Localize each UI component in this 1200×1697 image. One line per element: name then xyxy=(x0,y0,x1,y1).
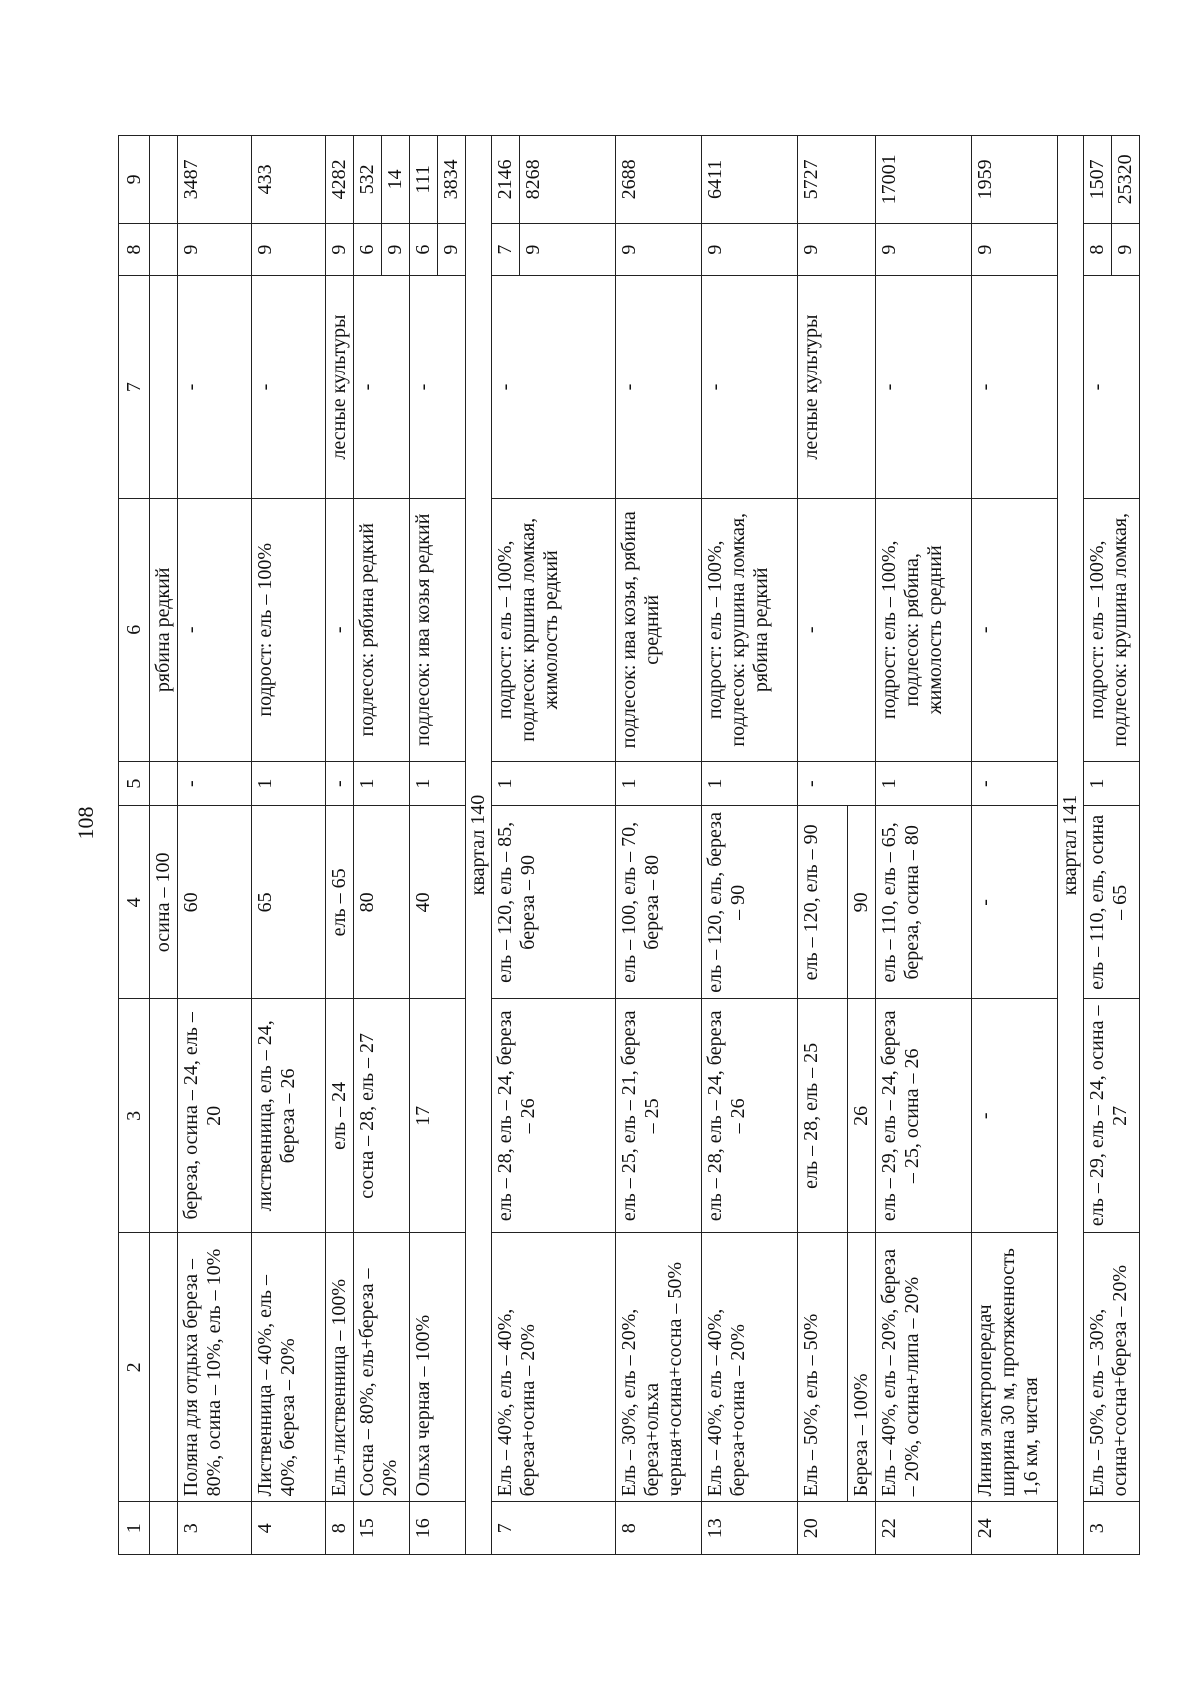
table-cell: ель – 25, ель – 21, береза – 25 xyxy=(616,999,702,1233)
table-cell: - xyxy=(252,276,326,498)
column-header: 8 xyxy=(119,223,150,276)
table-cell: 22 xyxy=(876,1502,972,1555)
table-cell: 9 xyxy=(972,223,1058,276)
table-cell xyxy=(150,1233,178,1502)
table-cell: 1 xyxy=(252,761,326,805)
table-cell: - xyxy=(972,498,1058,761)
table-cell: 3 xyxy=(178,1502,252,1555)
column-header: 4 xyxy=(119,806,150,999)
table-cell: осина – 100 xyxy=(150,806,178,999)
table-cell: 65 xyxy=(252,806,326,999)
column-header: 1 xyxy=(119,1502,150,1555)
table-row xyxy=(972,136,1058,1555)
table-cell: рябина редкий xyxy=(150,498,178,761)
table-cell: 17 xyxy=(410,999,466,1233)
table-cell: 1 xyxy=(492,761,616,805)
table-cell: Ель+лиственница – 100% xyxy=(326,1233,354,1502)
table-cell: ель – 100, ель – 70, береза – 80 xyxy=(616,806,702,999)
table-cell: 3834 xyxy=(438,136,466,224)
table-cell: - xyxy=(354,276,410,498)
table-cell: ель – 28, ель – 24, береза – 26 xyxy=(702,999,798,1233)
table-cell: ель – 120, ель, береза – 90 xyxy=(702,806,798,999)
table-cell: 9 xyxy=(616,223,702,276)
table-cell: 15 xyxy=(354,1502,410,1555)
table-cell: 8 xyxy=(616,1502,702,1555)
header-row xyxy=(119,136,150,1555)
section-title-141: квартал 141 xyxy=(1058,136,1084,1555)
table-cell: ель – 24 xyxy=(326,999,354,1233)
table-cell xyxy=(150,223,178,276)
table-cell: 7 xyxy=(492,1502,616,1555)
table-cell: 8 xyxy=(1084,223,1112,276)
table-cell: 9 xyxy=(702,223,798,276)
table-cell: Ель – 50%, ель – 30%, осина+сосна+береза – 20% xyxy=(1084,1233,1140,1502)
table-cell: ель – 28, ель – 24, береза – 26 xyxy=(492,999,616,1233)
table-cell xyxy=(150,761,178,805)
table-cell: 8 xyxy=(326,1502,354,1555)
table-cell: - xyxy=(616,276,702,498)
table-cell: - xyxy=(410,276,466,498)
table-cell: 1959 xyxy=(972,136,1058,224)
table-cell: 6 xyxy=(410,223,438,276)
table-cell xyxy=(150,276,178,498)
table-cell: Береза – 100% xyxy=(848,1233,876,1502)
table-cell: - xyxy=(798,761,876,805)
table-cell: 4282 xyxy=(326,136,354,224)
table-cell: 1 xyxy=(354,761,410,805)
table-row xyxy=(410,136,438,1555)
column-header: 6 xyxy=(119,498,150,761)
table-cell: - xyxy=(972,761,1058,805)
table-cell: - xyxy=(876,276,972,498)
table-cell: ель – 29, ель – 24, осина – 27 xyxy=(1084,999,1140,1233)
table-cell: ель – 28, ель – 25 xyxy=(798,999,848,1233)
section-title-140: квартал 140 xyxy=(466,136,492,1555)
table-cell: - xyxy=(798,498,876,761)
section-row xyxy=(1058,136,1084,1555)
table-row xyxy=(492,136,520,1555)
table-cell: 17001 xyxy=(876,136,972,224)
table-cell: 40 xyxy=(410,806,466,999)
table-cell: подрост: ель – 100%, подлесок: рябина, жимолость средний xyxy=(876,498,972,761)
table-cell: 7 xyxy=(492,223,520,276)
table-cell: 9 xyxy=(178,223,252,276)
table-cell: Сосна – 80%, ель+береза – 20% xyxy=(354,1233,410,1502)
table-cell: Поляна для отдыха береза – 80%, осина – 10%, ель – 10% xyxy=(178,1233,252,1502)
table-cell: - xyxy=(972,999,1058,1233)
page-number: 108 xyxy=(73,806,98,840)
table-cell: 2146 xyxy=(492,136,520,224)
column-header: 2 xyxy=(119,1233,150,1502)
table-cell: 13 xyxy=(702,1502,798,1555)
table-cell: лесные культуры xyxy=(326,276,354,498)
table-cell: 1 xyxy=(616,761,702,805)
table-cell xyxy=(150,136,178,224)
table-row xyxy=(150,136,178,1555)
table-cell: сосна – 28, ель – 27 xyxy=(354,999,410,1233)
table-cell: ель – 120, ель – 90 xyxy=(798,806,848,999)
table-cell: 9 xyxy=(798,223,876,276)
table-cell: береза, осина – 24, ель – 20 xyxy=(178,999,252,1233)
table-cell: 1507 xyxy=(1084,136,1112,224)
table-row xyxy=(702,136,798,1555)
table-cell: 8268 xyxy=(520,136,616,224)
table-cell: Лиственница – 40%, ель – 40%, береза – 20% xyxy=(252,1233,326,1502)
table-cell: лесные культуры xyxy=(798,276,876,498)
table-cell: - xyxy=(326,761,354,805)
table-cell: 532 xyxy=(354,136,382,224)
table-cell: 60 xyxy=(178,806,252,999)
table-row xyxy=(1084,136,1112,1555)
section-row xyxy=(466,136,492,1555)
table-cell: подрост: ель – 100%, подлесок: кршина ломкая, жимолость редкий xyxy=(492,498,616,761)
table-cell xyxy=(150,999,178,1233)
column-header: 5 xyxy=(119,761,150,805)
table-row xyxy=(252,136,326,1555)
table-cell: ель – 110, ель – 65, береза, осина – 80 xyxy=(876,806,972,999)
table-cell: Ель – 40%, ель – 40%, береза+осина – 20% xyxy=(702,1233,798,1502)
table-row xyxy=(354,136,382,1555)
column-header: 7 xyxy=(119,276,150,498)
table-cell: ель – 110, ель, осина – 65 xyxy=(1084,806,1140,999)
table-cell: - xyxy=(1084,276,1140,498)
table-cell: Линия электропередач ширина 30 м, протяженность 1,6 км, чистая xyxy=(972,1233,1058,1502)
table-cell: лиственница, ель – 24, береза – 26 xyxy=(252,999,326,1233)
table-cell: - xyxy=(972,806,1058,999)
table-cell: - xyxy=(702,276,798,498)
table-cell: 9 xyxy=(438,223,466,276)
table-row xyxy=(876,136,972,1555)
table-cell: 433 xyxy=(252,136,326,224)
table-cell: 6 xyxy=(354,223,382,276)
table-cell: 1 xyxy=(702,761,798,805)
table-cell: 2688 xyxy=(616,136,702,224)
table-row xyxy=(798,136,848,1555)
table-cell: 25320 xyxy=(1112,136,1140,224)
table-row xyxy=(616,136,702,1555)
table-cell: - xyxy=(326,498,354,761)
table-cell: 6411 xyxy=(702,136,798,224)
table-cell: 9 xyxy=(520,223,616,276)
table-cell: подлесок: рябина редкий xyxy=(354,498,410,761)
table-cell: Ель – 50%, ель – 50% xyxy=(798,1233,848,1502)
table-cell: подлесок: ива козья, рябина средний xyxy=(616,498,702,761)
table-cell: ель – 29, ель – 24, береза – 25, осина – 26 xyxy=(876,999,972,1233)
table-cell: - xyxy=(178,276,252,498)
table-cell: Ель – 30%, ель – 20%, береза+ольха черная+осина+сосна – 50% xyxy=(616,1233,702,1502)
table-row xyxy=(178,136,252,1555)
table-cell: 111 xyxy=(410,136,438,224)
table-cell: подрост: ель – 100% xyxy=(252,498,326,761)
table-cell: ель – 65 xyxy=(326,806,354,999)
table-cell: 80 xyxy=(354,806,410,999)
table-cell: Ель – 40%, ель – 20%, береза – 20%, осина+липа – 20% xyxy=(876,1233,972,1502)
table-cell: 26 xyxy=(848,999,876,1233)
column-header: 9 xyxy=(119,136,150,224)
table-cell: 9 xyxy=(1112,223,1140,276)
table-cell: 3487 xyxy=(178,136,252,224)
forest-inventory-table xyxy=(118,135,1140,1555)
table-cell: 9 xyxy=(876,223,972,276)
table-cell: 16 xyxy=(410,1502,466,1555)
table-cell: 9 xyxy=(252,223,326,276)
table-cell: 1 xyxy=(1084,761,1140,805)
table-cell: 14 xyxy=(382,136,410,224)
table-cell: подрост: ель – 100%, подлесок: крушина ломкая, рябина редкий xyxy=(702,498,798,761)
table-cell: Ольха черная – 100% xyxy=(410,1233,466,1502)
table-row xyxy=(326,136,354,1555)
column-header: 3 xyxy=(119,999,150,1233)
table-cell: - xyxy=(492,276,616,498)
table-cell xyxy=(150,1502,178,1555)
table-cell: 4 xyxy=(252,1502,326,1555)
table-cell: 1 xyxy=(876,761,972,805)
table-cell: 9 xyxy=(382,223,410,276)
table-cell: ель – 120, ель – 85, береза – 90 xyxy=(492,806,616,999)
table-cell: - xyxy=(178,498,252,761)
rotated-table-container xyxy=(118,135,1136,1555)
table-cell: 90 xyxy=(848,806,876,999)
table-cell: 1 xyxy=(410,761,466,805)
table-cell: Ель – 40%, ель – 40%, береза+осина – 20% xyxy=(492,1233,616,1502)
table-cell: 20 xyxy=(798,1502,876,1555)
table-cell: подлесок: ива козья редкий xyxy=(410,498,466,761)
table-cell: подрост: ель – 100%, подлесок: крушина ломкая, xyxy=(1084,498,1140,761)
table-cell: - xyxy=(972,276,1058,498)
table-cell: 5727 xyxy=(798,136,876,224)
table-cell: 9 xyxy=(326,223,354,276)
table-cell: 3 xyxy=(1084,1502,1140,1555)
table-cell: - xyxy=(178,761,252,805)
table-cell: 24 xyxy=(972,1502,1058,1555)
